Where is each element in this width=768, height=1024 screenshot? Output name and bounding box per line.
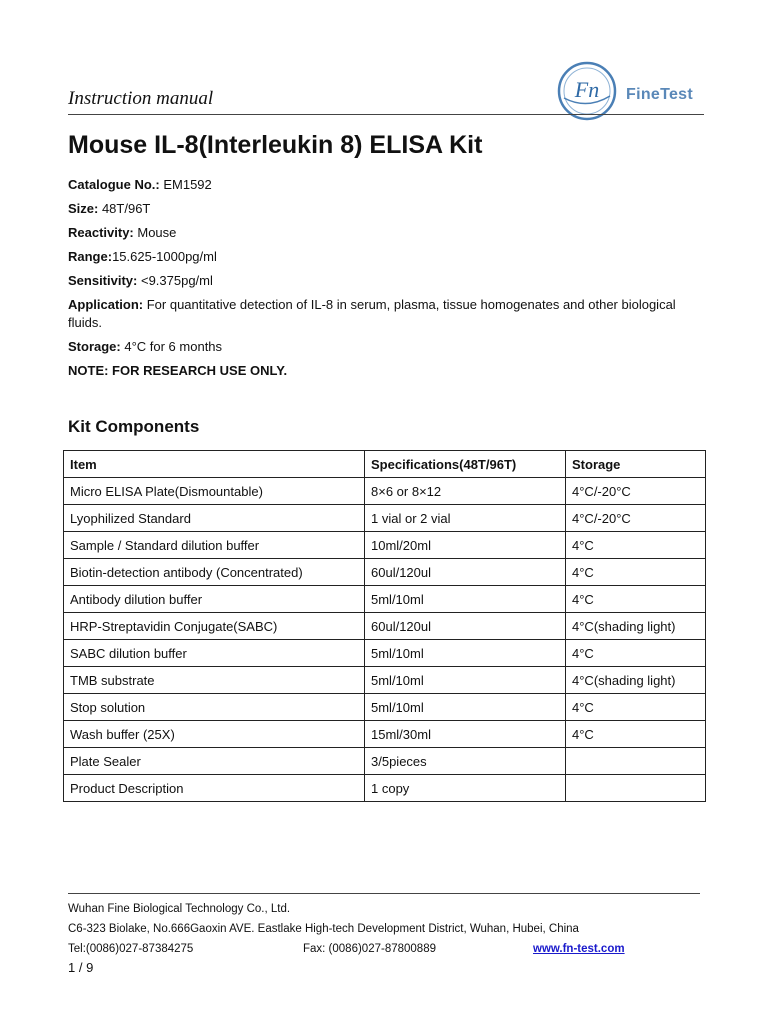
field-value: EM1592: [159, 177, 212, 192]
cell-item: TMB substrate: [64, 667, 365, 694]
field-catalogue: [68, 176, 704, 194]
field-label: Reactivity:: [68, 225, 134, 240]
cell-spec: 5ml/10ml: [365, 694, 566, 721]
field-label: Range:: [68, 249, 113, 264]
field-storage: [68, 338, 704, 356]
field-label: Size:: [68, 201, 99, 216]
cell-item: Sample / Standard dilution buffer: [64, 532, 365, 559]
field-value: Mouse: [133, 225, 177, 240]
cell-storage: 4°C: [566, 532, 706, 559]
cell-storage: 4°C(shading light): [566, 667, 706, 694]
table-row: [64, 505, 706, 532]
table-row: [64, 775, 706, 802]
cell-item: Product Description: [64, 775, 365, 802]
product-fields: [68, 176, 704, 386]
footer-tel: Tel:(0086)027-87384275: [68, 943, 194, 955]
table-row: [64, 586, 706, 613]
field-value: 48T/96T: [98, 201, 151, 216]
header-divider: [68, 114, 704, 115]
cell-item: Biotin-detection antibody (Concentrated): [64, 559, 365, 586]
table-row: [64, 694, 706, 721]
cell-spec: 15ml/30ml: [365, 721, 566, 748]
cell-spec: 5ml/10ml: [365, 586, 566, 613]
cell-item: Antibody dilution buffer: [64, 586, 365, 613]
field-label: Sensitivity:: [68, 273, 138, 288]
table-row: [64, 559, 706, 586]
table-row: [64, 532, 706, 559]
field-label: Storage:: [68, 339, 121, 354]
cell-storage: 4°C/-20°C: [566, 505, 706, 532]
cell-item: SABC dilution buffer: [64, 640, 365, 667]
cell-storage: 4°C(shading light): [566, 613, 706, 640]
column-header-specifications: Specifications(48T/96T): [365, 451, 566, 478]
field-value: 15.625-1000pg/ml: [112, 249, 217, 264]
field-reactivity: [68, 224, 704, 242]
cell-storage: [566, 775, 706, 802]
cell-storage: 4°C: [566, 559, 706, 586]
cell-item: Stop solution: [64, 694, 365, 721]
footer-website-link[interactable]: www.fn-test.com: [533, 943, 625, 955]
cell-spec: 60ul/120ul: [365, 559, 566, 586]
cell-spec: 60ul/120ul: [365, 613, 566, 640]
table-row: [64, 721, 706, 748]
cell-item: Lyophilized Standard: [64, 505, 365, 532]
field-value: For quantitative detection of IL-8 in serum, plasma, tissue homogenates and other biological fluids.: [68, 297, 676, 330]
cell-storage: 4°C: [566, 640, 706, 667]
page-number: 1 / 9: [68, 960, 94, 975]
table-row: [64, 613, 706, 640]
kit-components-heading: Kit Components: [68, 417, 200, 436]
field-size: [68, 200, 704, 218]
cell-spec: 5ml/10ml: [365, 667, 566, 694]
cell-storage: 4°C: [566, 586, 706, 613]
cell-spec: 3/5pieces: [365, 748, 566, 775]
footer-fax: Fax: (0086)027-87800889: [303, 943, 436, 955]
field-sensitivity: [68, 272, 704, 290]
cell-item: Plate Sealer: [64, 748, 365, 775]
column-header-item: Item: [64, 451, 365, 478]
table-header-row: [64, 451, 706, 478]
field-value: 4°C for 6 months: [120, 339, 223, 354]
footer-divider: [68, 893, 700, 894]
field-range: [68, 248, 704, 266]
cell-storage: 4°C: [566, 721, 706, 748]
column-header-storage: Storage: [566, 451, 706, 478]
cell-item: HRP-Streptavidin Conjugate(SABC): [64, 613, 365, 640]
cell-spec: 10ml/20ml: [365, 532, 566, 559]
cell-item: Micro ELISA Plate(Dismountable): [64, 478, 365, 505]
field-value: <9.375pg/ml: [137, 273, 213, 288]
footer-contact-line: [68, 939, 708, 959]
cell-spec: 1 vial or 2 vial: [365, 505, 566, 532]
logo-mark: Fn: [574, 77, 600, 102]
field-label: Catalogue No.:: [68, 177, 160, 192]
cell-spec: 5ml/10ml: [365, 640, 566, 667]
cell-spec: 1 copy: [365, 775, 566, 802]
field-application: [68, 296, 704, 332]
kit-components-table: [63, 450, 706, 802]
cell-storage: [566, 748, 706, 775]
field-label: Application:: [68, 297, 144, 312]
finetest-logo-icon: [556, 60, 618, 122]
finetest-logo: [556, 60, 706, 118]
manual-label: Instruction manual: [68, 88, 214, 109]
footer-address: C6-323 Biolake, No.666Gaoxin AVE. Eastlake High-tech Development District, Wuhan, Hubei, China: [68, 923, 579, 935]
cell-storage: 4°C: [566, 694, 706, 721]
cell-storage: 4°C/-20°C: [566, 478, 706, 505]
logo-text: FineTest: [626, 86, 694, 103]
table-row: [64, 640, 706, 667]
footer: [68, 899, 708, 959]
cell-item: Wash buffer (25X): [64, 721, 365, 748]
table-row: [64, 748, 706, 775]
research-use-note: NOTE: FOR RESEARCH USE ONLY.: [68, 363, 288, 378]
table-row: [64, 478, 706, 505]
footer-company: Wuhan Fine Biological Technology Co., Ltd.: [68, 903, 291, 915]
cell-spec: 8×6 or 8×12: [365, 478, 566, 505]
table-row: [64, 667, 706, 694]
document-title: Mouse IL-8(Interleukin 8) ELISA Kit: [68, 131, 483, 159]
